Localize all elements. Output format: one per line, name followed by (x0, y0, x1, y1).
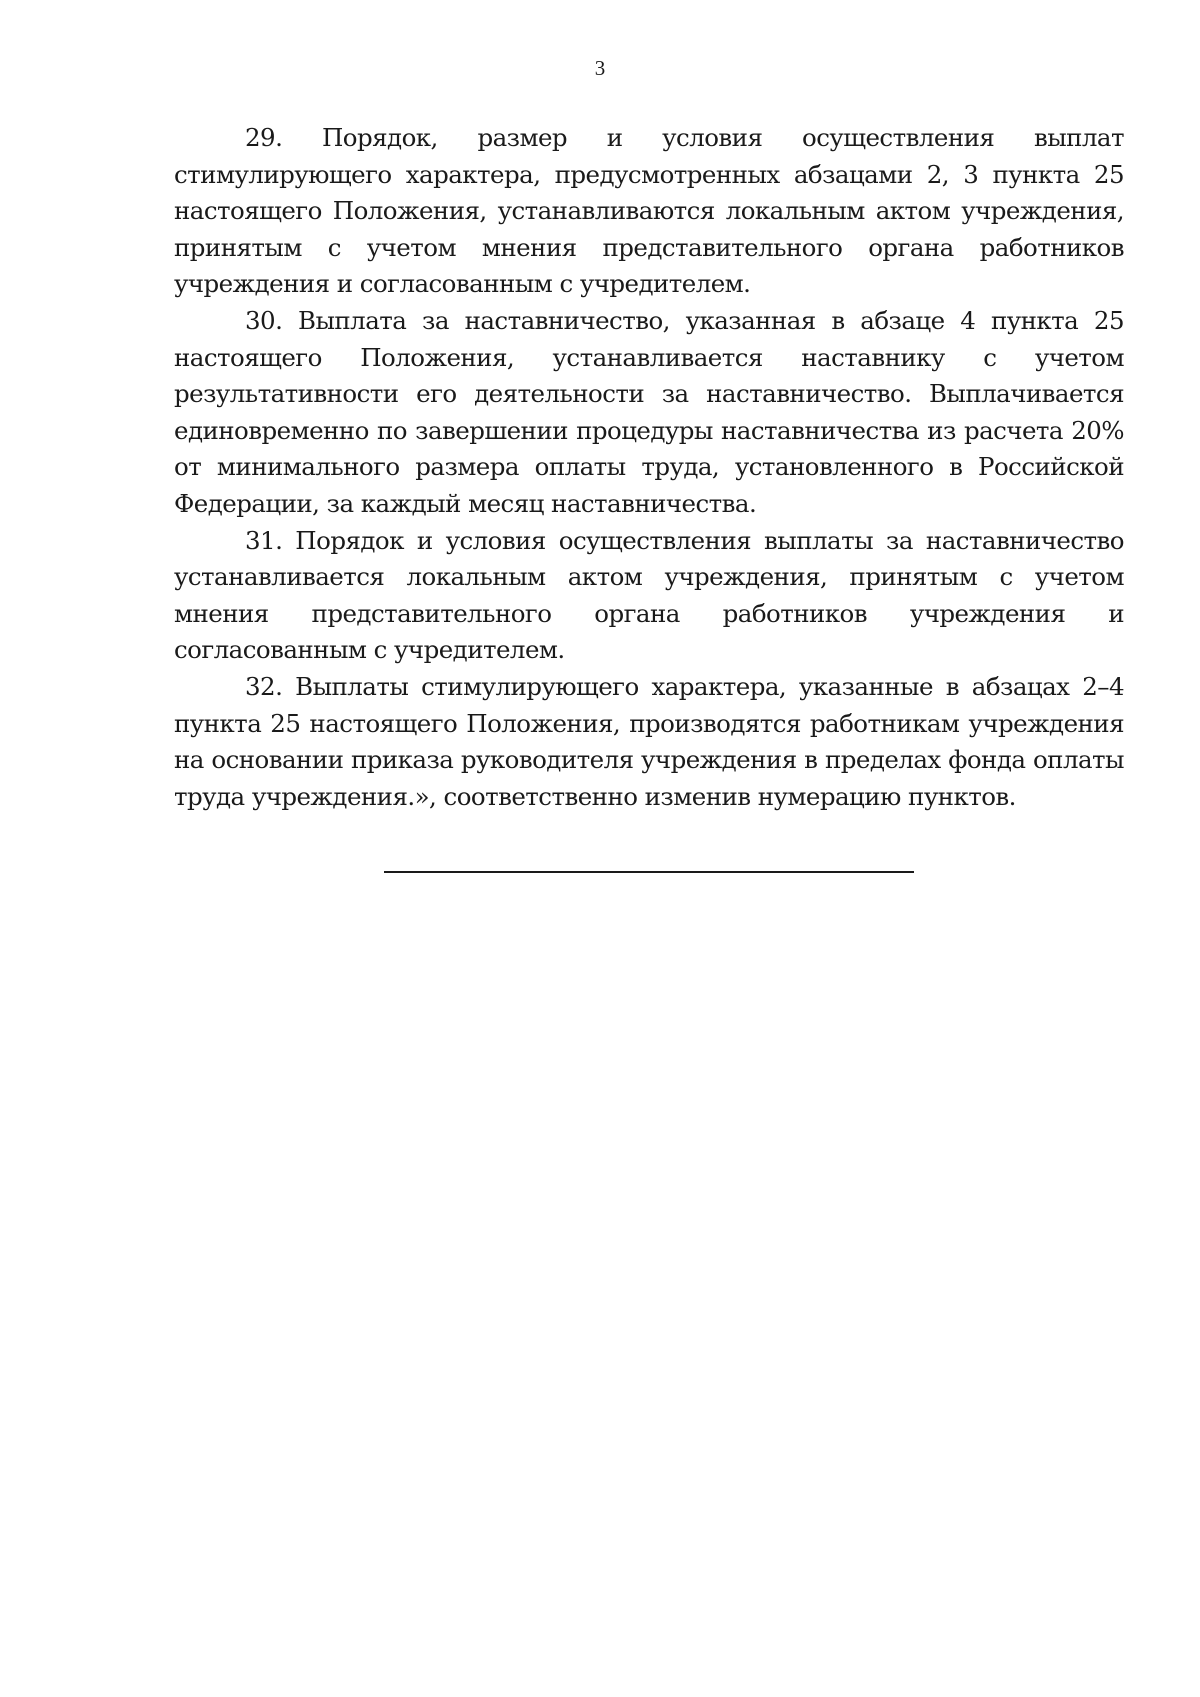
paragraph-29: 29. Порядок, размер и условия осуществления выплат стимулирующего характера, предусмотренных абзацами 2, 3 пункта 25 настоящего Положения, устанавливаются локальным актом учреждения, принятым с учетом мнения представительного органа работников учреждения и согласованным с учредителем. (174, 123, 1124, 299)
end-separator-line (384, 871, 914, 873)
paragraph-30: 30. Выплата за наставничество, указанная в абзаце 4 пункта 25 настоящего Положения, устанавливается наставнику с учетом результативности его деятельности за наставничество. Выплачивается единовременно по завершении процедуры наставничества из расчета 20% от минимального размера оплаты труда, установленного в Российской Федерации, за каждый месяц наставничества. (174, 305, 1124, 518)
paragraph-31: 31. Порядок и условия осуществления выплаты за наставничество устанавливается локальным актом учреждения, принятым с учетом мнения представительного органа работников учреждения и согласованным с учредителем. (174, 525, 1124, 665)
document-body (174, 120, 1124, 815)
page-number: 3 (594, 56, 606, 80)
paragraph-32: 32. Выплаты стимулирующего характера, указанные в абзацах 2–4 пункта 25 настоящего Положения, производятся работникам учреждения на основании приказа руководителя учреждения в пределах фонда оплаты труда учреждения.», соответственно изменив нумерацию пунктов. (174, 671, 1124, 811)
